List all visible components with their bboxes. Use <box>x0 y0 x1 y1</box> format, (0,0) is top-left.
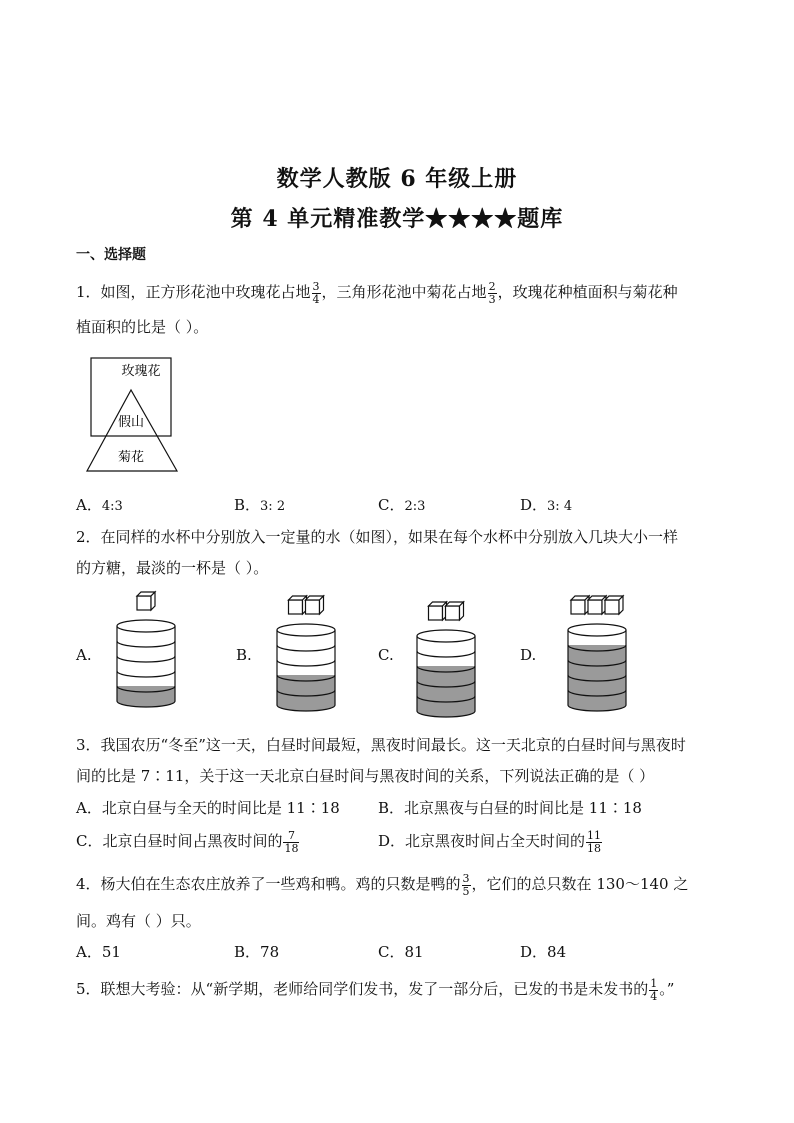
question-4-line-1: 4．杨大伯在生态农庄放养了一些鸡和鸭。鸡的只数是鸭的 $\frac{3}{5}$ ，它们的总只数在 130～140 之 <box>76 871 689 898</box>
water-layer <box>417 681 475 696</box>
empty-layer <box>117 671 175 686</box>
cup-rim <box>277 624 335 636</box>
label-rockery: 假山 <box>117 415 145 430</box>
label-rose: 玫瑰花 <box>121 364 161 379</box>
q4-option-c[interactable]: C．81 <box>378 943 424 961</box>
q2-option-d-label[interactable]: D. <box>520 646 537 664</box>
q1-option-c[interactable]: C．2:3 <box>378 496 426 514</box>
q2-cup-c[interactable] <box>410 600 482 718</box>
sugar-cube-icon <box>429 602 447 620</box>
q4-fraction: $\frac{3}{5}$ <box>462 871 470 898</box>
q3-option-d[interactable]: D．北京黑夜时间占全天时间的 $\frac{11}{18}$ <box>378 828 602 855</box>
q3-option-c[interactable]: C．北京白昼时间占黑夜时间的 $\frac{7}{18}$ <box>76 828 299 855</box>
cup-body <box>568 624 626 711</box>
empty-layer <box>277 645 335 660</box>
water-layer <box>417 696 475 711</box>
q2-cup-b[interactable] <box>270 594 342 712</box>
q2-option-b-label[interactable]: B. <box>236 646 252 664</box>
q4-option-d[interactable]: D．84 <box>520 943 567 961</box>
q1-text-a: 1．如图，正方形花池中玫瑰花占地 <box>76 283 311 301</box>
q1-option-a[interactable]: A．4:3 <box>76 496 123 514</box>
q1-fraction-2: $\frac{2}{3}$ <box>488 279 496 306</box>
empty-layer <box>117 641 175 656</box>
water-layer <box>568 645 626 660</box>
cup-body <box>277 624 335 711</box>
question-2-line-1: 2．在同样的水杯中分别放入一定量的水（如图），如果在每个水杯中分别放入几块大小一样 <box>76 528 679 546</box>
sugar-cube-icon <box>137 592 155 610</box>
sugar-cube-icon <box>306 596 324 614</box>
water-layer <box>277 690 335 705</box>
page-subtitle: 第 4 单元精准教学★★★★题库 <box>230 206 564 232</box>
water-layer <box>568 660 626 675</box>
empty-layer <box>117 656 175 671</box>
q4-option-b[interactable]: B．78 <box>234 943 280 961</box>
cup-rim <box>417 630 475 642</box>
sugar-cube-icon <box>571 596 589 614</box>
question-2-line-2: 的方糖，最淡的一杯是（ ）。 <box>76 559 269 577</box>
q2-cup-a[interactable] <box>110 590 182 708</box>
question-3-line-1: 3．我国农历“冬至”这一天，白昼时间最短，黑夜时间最长。这一天北京的白昼时间与黑夜时 <box>76 736 686 754</box>
question-1-line-1 <box>76 278 678 306</box>
cup-body <box>417 630 475 717</box>
q3-option-b[interactable]: B．北京黑夜与白昼的时间比是 11∶18 <box>378 799 642 817</box>
sugar-cube-icon <box>289 596 307 614</box>
q2-option-c-label[interactable]: C. <box>378 646 394 664</box>
q1-option-d[interactable]: D．3: 4 <box>520 496 573 514</box>
section-heading: 一、选择题 <box>76 247 146 263</box>
question-1-line-2: 植面积的比是（ ）。 <box>76 318 209 336</box>
question-5-line-1: 5．联想大考验：从“新学期，老师给同学们发书，发了一部分后，已发的书是未发书的 $\frac{1}{4}$ 。” <box>76 976 675 1003</box>
cup-rim <box>117 620 175 632</box>
label-chrysanthemum: 菊花 <box>117 450 145 465</box>
empty-layer <box>277 660 335 675</box>
q1-fraction-1: $\frac{3}{4}$ <box>312 279 320 306</box>
cup-rim <box>568 624 626 636</box>
page-title: 数学人教版 6 年级上册 <box>276 166 518 192</box>
sugar-cube-icon <box>446 602 464 620</box>
sugar-cube-icon <box>605 596 623 614</box>
q5-fraction: $\frac{1}{4}$ <box>650 976 658 1003</box>
q1-text-b: ，三角形花池中菊花占地 <box>321 283 487 301</box>
q2-option-a-label[interactable]: A. <box>76 646 92 664</box>
water-layer <box>117 686 175 701</box>
q2-cup-d[interactable] <box>556 594 638 712</box>
q1-text-c: ，玫瑰花种植面积与菊花种 <box>497 283 678 301</box>
question-3-line-2: 间的比是 7∶11，关于这一天北京白昼时间与黑夜时间的关系，下列说法正确的是（ ） <box>76 767 655 785</box>
water-layer <box>417 666 475 681</box>
water-layer <box>568 675 626 690</box>
q3-option-a[interactable]: A．北京白昼与全天的时间比是 11∶18 <box>76 799 340 817</box>
water-layer <box>568 690 626 705</box>
question-4-line-2: 间。鸡有（ ）只。 <box>76 912 201 930</box>
q1-option-b[interactable]: B．3: 2 <box>234 496 286 514</box>
empty-layer <box>417 651 475 666</box>
q1-figure <box>84 356 184 476</box>
q4-option-a[interactable]: A．51 <box>76 943 121 961</box>
water-layer <box>277 675 335 690</box>
sugar-cube-icon <box>588 596 606 614</box>
cup-body <box>117 620 175 707</box>
